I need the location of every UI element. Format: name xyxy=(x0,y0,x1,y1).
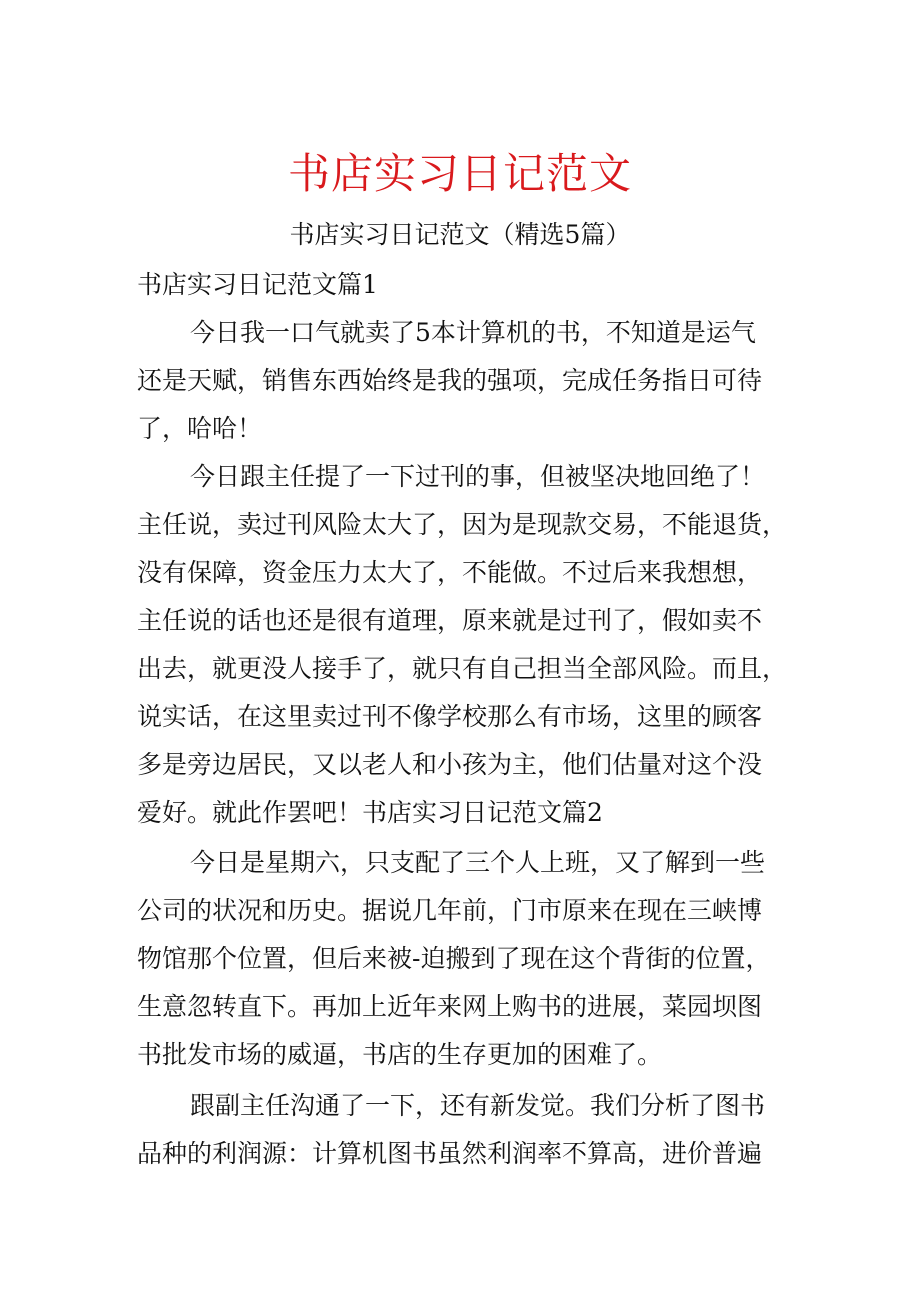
paragraph-line: 品种的利润源：计算机图书虽然利润率不算高，进价普遍 xyxy=(137,1139,763,1168)
paragraph-line: 爱好。就此作罢吧！书店实习日记范文篇2 xyxy=(137,798,603,827)
paragraph-line: 生意忽转直下。再加上近年来网上购书的进展，菜园坝图 xyxy=(137,992,763,1021)
paragraph-line: 公司的状况和历史。据说几年前，门市原来在现在三峡博 xyxy=(137,896,763,925)
paragraph-line: 出去，就更没人接手了，就只有自己担当全部风险。而且， xyxy=(137,654,788,683)
paragraph-line: 书批发市场的威逼，书店的生存更加的困难了。 xyxy=(137,1040,663,1069)
paragraph-line: 跟副主任沟通了一下，还有新发觉。我们分析了图书 xyxy=(190,1091,766,1120)
paragraph-line: 主任说，卖过刊风险太大了，因为是现款交易，不能退货， xyxy=(137,510,788,539)
paragraph-line: 物馆那个位置，但后来被-迫搬到了现在这个背街的位置， xyxy=(137,944,771,973)
paragraph-line: 说实话，在这里卖过刊不像学校那么有市场，这里的顾客 xyxy=(137,702,763,731)
paragraph-line: 今日我一口气就卖了5本计算机的书，不知道是运气 xyxy=(190,318,756,347)
paragraph-line: 今日跟主任提了一下过刊的事，但被坚决地回绝了！ xyxy=(190,462,766,491)
paragraph-line: 还是天赋，销售东西始终是我的强项，完成任务指日可待 xyxy=(137,366,763,395)
paragraph-line: 多是旁边居民，又以老人和小孩为主，他们估量对这个没 xyxy=(137,750,763,779)
paragraph-line: 主任说的话也还是很有道理，原来就是过刊了，假如卖不 xyxy=(137,606,763,635)
paragraph-line: 今日是星期六，只支配了三个人上班，又了解到一些 xyxy=(190,848,766,877)
paragraph-line: 没有保障，资金压力太大了，不能做。不过后来我想想， xyxy=(137,558,763,587)
document-subtitle: 书店实习日记范文（精选5篇） xyxy=(289,220,631,249)
paragraph-line: 了，哈哈！ xyxy=(137,414,263,443)
document-title: 书店实习日记范文 xyxy=(287,149,632,198)
section-heading: 书店实习日记范文篇1 xyxy=(137,270,378,299)
